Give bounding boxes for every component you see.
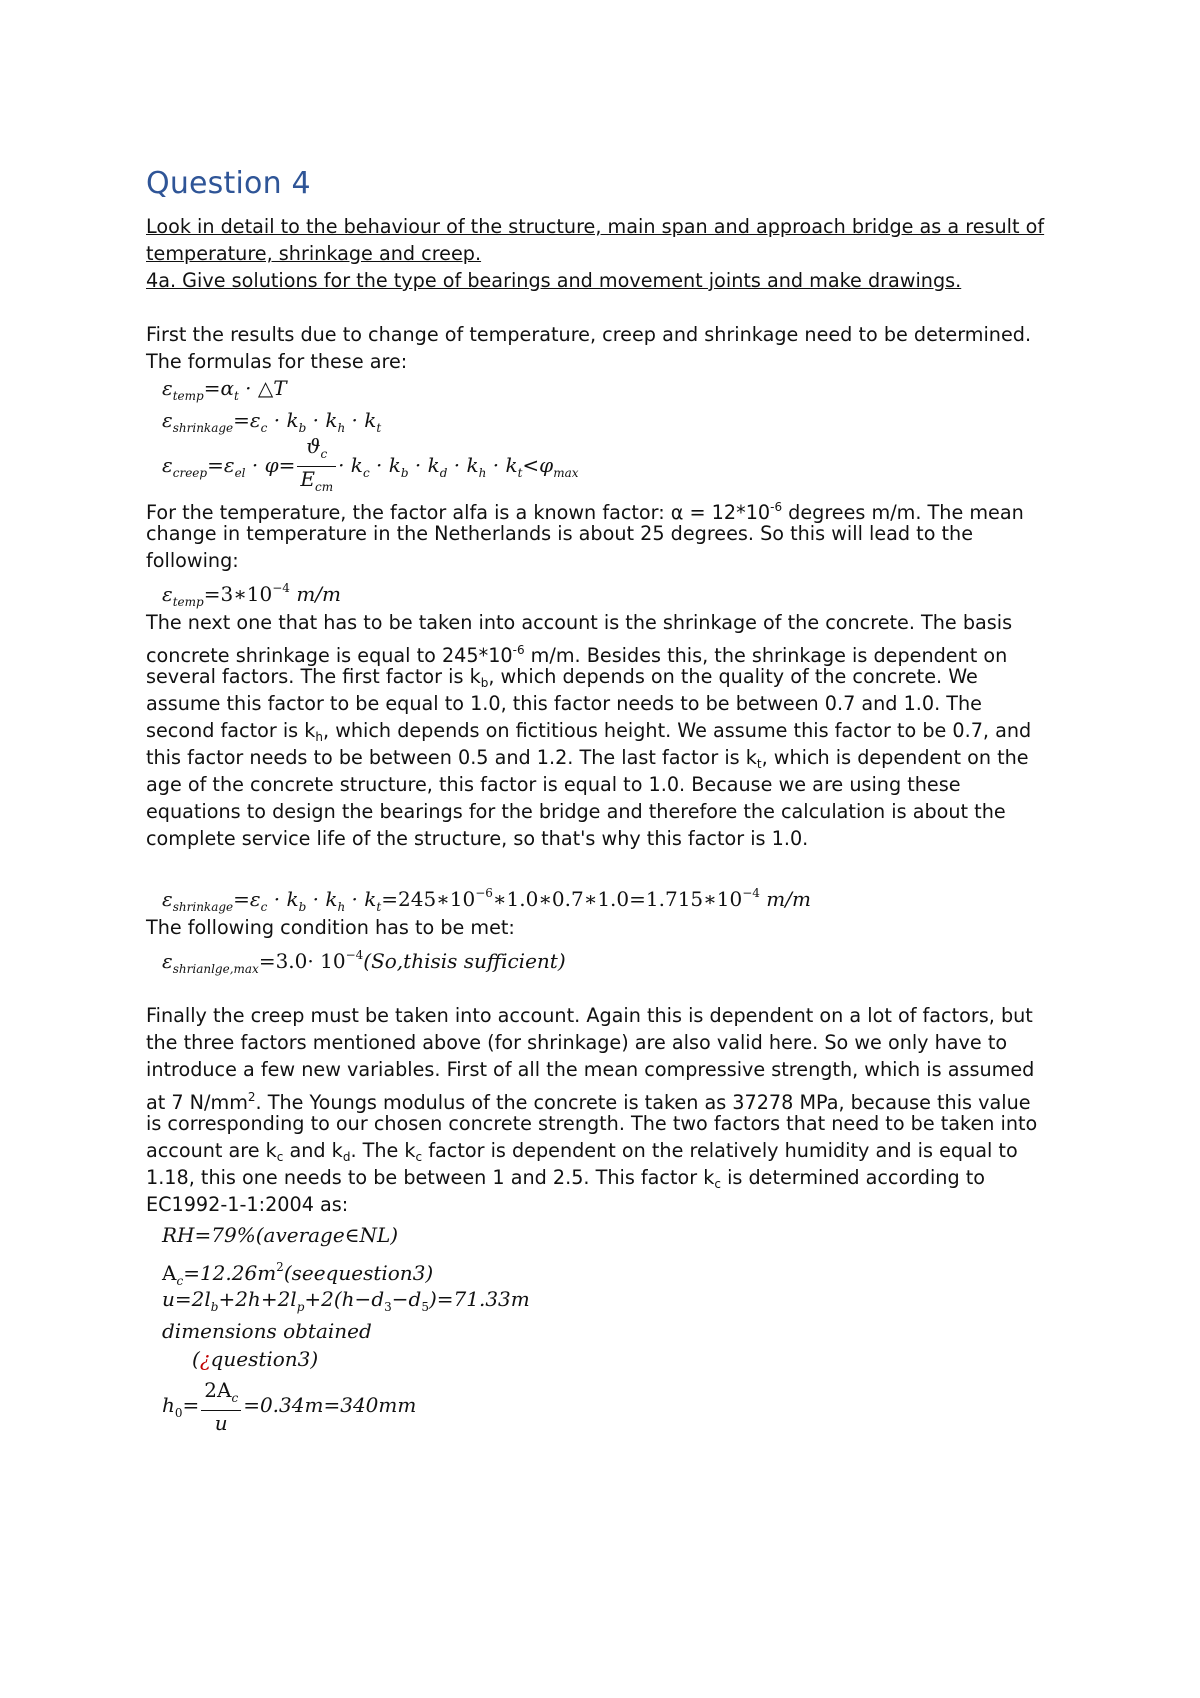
shrink-line-5: second factor is $k_h$, which depends on fictitious height. We assume this factor to be 0.7, and [146, 719, 1032, 744]
equation-temp-result: $\varepsilon_{temp}=3∗10^{-4}$ m/m [162, 581, 341, 609]
shrink-line-1: The next one that has to be taken into account is the shrinkage of the concrete. The basis [146, 611, 1013, 634]
shrink-line-7: age of the concrete structure, this factor is equal to 1.0. Because we are using these [146, 773, 961, 796]
equation-shrinkage-result: $\varepsilon_{shrinkage}=\varepsilon_c \cdot k_b \cdot k_h$ · $k_t=245∗10^{-6}∗1.0∗0.7∗1.0=1.715∗10^{-4}$ m/m [162, 886, 811, 914]
task-line-2: temperature, shrinkage and creep. [146, 242, 482, 265]
shrink-line-3: several factors. The first factor is $k_b$, which depends on the quality of the concrete. We [146, 665, 978, 690]
equation-shrinkage: $\varepsilon_{shrinkage}=\varepsilon_c \cdot k_b \cdot k_h \cdot k_t$ [162, 408, 382, 435]
creep-line-8: EC1992-1-1:2004 as: [146, 1193, 349, 1216]
shrink-line-6: this factor needs to be between 0.5 and 1.2. The last factor is $k_t$, which is dependent on the [146, 746, 1029, 771]
shrink-line-4: assume this factor to be equal to 1.0, this factor needs to be between 0.7 and 1.0. The [146, 692, 982, 715]
shrink-condition: The following condition has to be met: [146, 916, 515, 939]
creep-line-7: 1.18, this one needs to be between 1 and 2.5. This factor $k_c$ is determined according to [146, 1166, 985, 1191]
temp-line-1: For the temperature, the factor alfa is a known factor: $\alpha = 12*10^{-6}$ degrees m/m. The mean [146, 500, 1024, 524]
equation-temp: $\varepsilon_{temp}=\alpha_t$ · △T [162, 376, 287, 403]
shrink-line-9: complete service life of the structure, so that's why this factor is 1.0. [146, 827, 809, 850]
page-title: Question 4 [146, 166, 311, 201]
question-reference: (¿question3) [192, 1347, 319, 1371]
shrink-line-2: concrete shrinkage is equal to $245*10^{-6}$ m/m. Besides this, the shrinkage is dependent on [146, 643, 1008, 667]
dimensions-note: dimensions obtained [162, 1319, 372, 1343]
task-line-1: Look in detail to the behaviour of the structure, main span and approach bridge as a result of [146, 215, 1045, 238]
shrink-line-8: equations to design the bearings for the bridge and therefore the calculation is about the [146, 800, 1006, 823]
equation-rh: RH=79%(average∈NL) [162, 1223, 399, 1247]
creep-line-5: is corresponding to our chosen concrete strength. The two factors that need to be taken into [146, 1112, 1038, 1135]
creep-line-6: account are $k_c$ and $k_d$. The $k_c$ factor is dependent on the relatively humidity and is equal to [146, 1139, 1018, 1164]
equation-ac: $A_c=12.26m^2(seequestion3)$ [162, 1260, 434, 1288]
creep-line-4: at 7 $N/mm^2$. The Youngs modulus of the concrete is taken as 37278 MPa, because this value [146, 1090, 1031, 1114]
creep-line-3: introduce a few new variables. First of all the mean compressive strength, which is assumed [146, 1058, 1035, 1081]
equation-h0: $h_0=$ $\frac{2A_c}{u}$ =0.34m=340mm [162, 1378, 417, 1435]
intro-line-2: The formulas for these are: [146, 350, 408, 373]
temp-line-3: following: [146, 549, 239, 572]
temp-line-2: change in temperature in the Netherlands is about 25 degrees. So this will lead to the [146, 522, 974, 545]
creep-line-1: Finally the creep must be taken into account. Again this is dependent on a lot of factors, but [146, 1004, 1033, 1027]
task-line-3: 4a. Give solutions for the type of bearings and movement joints and make drawings. [146, 269, 962, 292]
equation-shrinkage-max: $\varepsilon_{shrianlge,max}=3.0\cdot$ $10^{-4}(So,thisis$ sufficient) [162, 948, 566, 976]
equation-creep: $\varepsilon_{creep}=\varepsilon_{el} \cdot \varphi=$ $\frac{ϑ_c}{E_{cm}}$ · $k_c \cdot k_b \cdot k_d \cdot k_h \cdot k_t<\varphi_{max}$ [162, 434, 579, 494]
equation-u: $u=2l_b+2h+2l_p+2(h-d_3-d_5)=71.33m$ [162, 1287, 530, 1314]
creep-line-2: the three factors mentioned above (for shrinkage) are also valid here. So we only have to [146, 1031, 1008, 1054]
intro-line-1: First the results due to change of temperature, creep and shrinkage need to be determined. [146, 323, 1032, 346]
